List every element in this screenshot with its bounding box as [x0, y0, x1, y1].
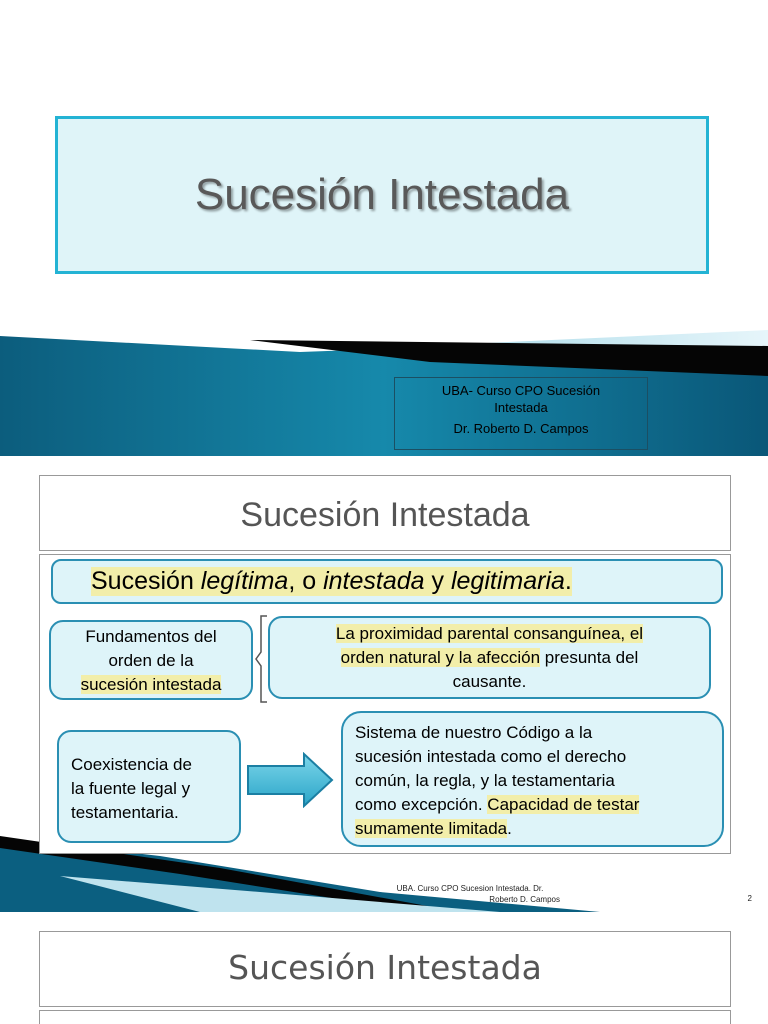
- slide2-banner: [51, 559, 723, 604]
- proximidad-line3: causante.: [452, 672, 527, 691]
- coexistencia-box: [57, 730, 241, 843]
- slide3-title-frame: [39, 931, 731, 1007]
- proximidad-box: [268, 616, 711, 699]
- fundamentos-line2: orden de la: [108, 651, 194, 670]
- slide2-page-number: 2: [747, 894, 752, 903]
- slide1-footer-line3: Dr. Roberto D. Campos: [453, 421, 589, 436]
- slide2-title-frame: [39, 475, 731, 551]
- slide-1: [0, 0, 768, 456]
- sistema-line5-rest: .: [507, 819, 512, 838]
- right-arrow-icon: [246, 752, 336, 808]
- slide2-footer: [380, 883, 560, 905]
- sistema-line5-highlight: sumamente limitada: [355, 819, 508, 838]
- fundamentos-line3: sucesión intestada: [80, 675, 222, 694]
- slide1-title: Sucesión Intestada: [194, 170, 570, 219]
- coexistencia-line2: la fuente legal y: [71, 779, 191, 798]
- slide3-content-frame: [39, 1010, 731, 1024]
- slide-2: [0, 456, 768, 912]
- slide3-title: Sucesión Intestada: [228, 948, 542, 987]
- sistema-box: [341, 711, 724, 847]
- proximidad-line1: La proximidad parental consanguínea, el: [335, 624, 644, 643]
- sistema-line3: común, la regla, y la testamentaria: [355, 771, 615, 790]
- slide2-title: Sucesión Intestada: [240, 496, 530, 534]
- slide1-footer-line2: Intestada: [494, 400, 548, 415]
- slide1-footer-box: [394, 377, 648, 450]
- proximidad-line2-highlight: orden natural y la afección: [340, 648, 541, 667]
- bracket-icon: [255, 614, 269, 704]
- proximidad-line2-rest: presunta del: [540, 648, 639, 667]
- slide2-footer-line1: UBA. Curso CPO Sucesion Intestada. Dr.: [396, 884, 544, 893]
- sistema-line2: sucesión intestada como el derecho: [355, 747, 627, 766]
- sistema-line4-plain: como excepción.: [355, 795, 488, 814]
- sistema-line1: Sistema de nuestro Código a la: [355, 723, 593, 742]
- banner-text: Sucesión legítima, o intestada y legitimaria.: [91, 567, 572, 595]
- coexistencia-line3: testamentaria.: [71, 803, 179, 822]
- slide1-footer-line1: UBA- Curso CPO Sucesión: [441, 383, 601, 398]
- coexistencia-line1: Coexistencia de: [71, 755, 192, 774]
- slide-3: [0, 912, 768, 1024]
- fundamentos-box: [49, 620, 253, 700]
- fundamentos-line1: Fundamentos del: [85, 627, 217, 646]
- sistema-line4-highlight: Capacidad de testar: [487, 795, 640, 814]
- slide2-footer-line2: Roberto D. Campos: [489, 895, 560, 904]
- slide1-title-box: [55, 116, 709, 274]
